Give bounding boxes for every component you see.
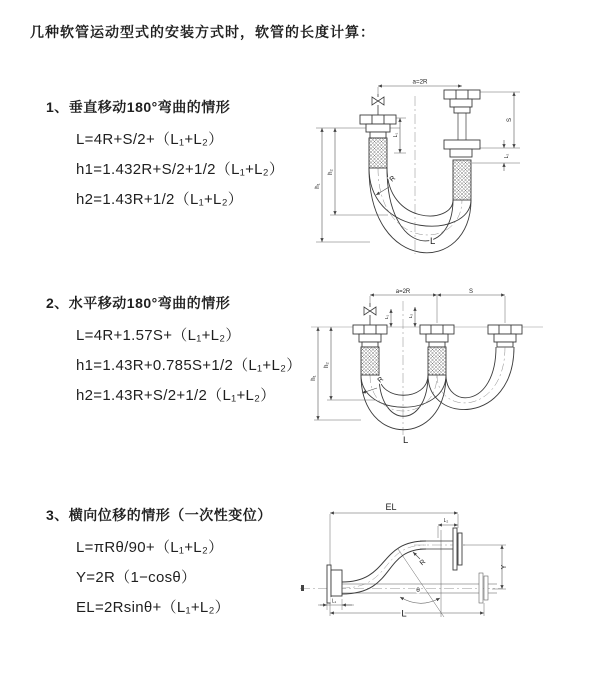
- d1-right-upper-fitting: [444, 90, 480, 140]
- d2-label-h2: h₂: [324, 362, 330, 368]
- d2-label-l1: L₁: [385, 314, 390, 320]
- formula-line: L=4R+1.57S+（L₁+L₂）: [76, 327, 241, 344]
- d1-label-s: S: [506, 117, 513, 123]
- d1-label-l1: L₁: [393, 132, 399, 138]
- d3-label-length: L: [401, 608, 407, 620]
- d1-label-span: a=2R: [412, 78, 428, 86]
- d3-label-el: EL: [385, 502, 397, 512]
- d1-left-fitting: [360, 115, 396, 168]
- section-3: [46, 505, 272, 623]
- d2-label-s: S: [468, 288, 474, 295]
- page-title: 几种软管运动型式的安装方式时，软管的长度计算：: [30, 24, 375, 40]
- d1-right-lower-fitting: [444, 140, 480, 200]
- section-2-heading: 2、水平移动180°弯曲的情形: [46, 295, 231, 311]
- d3-label-l2: L₂: [443, 518, 449, 524]
- d1-label-h1: h₁: [314, 183, 321, 189]
- d2-label-radius: R: [376, 375, 386, 385]
- d1-dimension-labels: [314, 79, 513, 189]
- d1-label-length: L: [430, 236, 436, 247]
- formula-line: h1=1.43R+0.785S+1/2（L₁+L₂）: [76, 357, 302, 374]
- d1-label-radius: R: [388, 174, 398, 184]
- valve-icon: [372, 94, 384, 115]
- d3-radius-arrow: [413, 552, 420, 559]
- d3-label-radius: R: [418, 558, 428, 568]
- d3-label-y: Y: [501, 564, 508, 570]
- d3-construction: [398, 530, 444, 617]
- formula-line: h1=1.432R+S/2+1/2（L₁+L₂）: [76, 161, 285, 178]
- d1-label-l2: L₂: [504, 153, 510, 159]
- formula-line: L=4R+S/2+（L₁+L₂）: [76, 131, 224, 148]
- formula-line: h2=1.43R+S/2+1/2（L₁+L₂）: [76, 387, 276, 404]
- section-3-formulas: [76, 533, 272, 623]
- diagram-vertical-180-bend: [308, 68, 548, 260]
- d3-dimension-lines: [318, 513, 506, 616]
- diagram-horizontal-180-bend: [303, 283, 553, 455]
- d1-label-h2: h₂: [327, 169, 334, 175]
- section-2: [46, 293, 302, 411]
- d3-label-theta: θ: [416, 587, 420, 594]
- formula-line: h2=1.43R+1/2（L₁+L₂）: [76, 191, 244, 208]
- section-1: [46, 97, 284, 215]
- d2-label-l2: L₂: [409, 313, 414, 319]
- section-2-formulas: [76, 321, 302, 411]
- formula-line: EL=2Rsinθ+（L₁+L₂）: [76, 599, 230, 616]
- d1-annotations: [376, 175, 435, 247]
- d3-hose-curve: [342, 541, 426, 594]
- valve-icon: [364, 303, 376, 325]
- d2-label-length: L: [403, 435, 409, 446]
- formula-line: L=πRθ/90+（L₁+L₂）: [76, 539, 224, 556]
- formula-line: Y=2R（1−cosθ）: [76, 569, 197, 586]
- d3-label-l1: L₁: [331, 598, 337, 605]
- d3-left-fitting: [301, 565, 342, 603]
- diagram-lateral-displacement: [296, 498, 600, 654]
- section-3-heading: 3、横向位移的情形（一次性变位）: [46, 507, 272, 523]
- d1-dimension-lines: [316, 86, 520, 242]
- section-1-formulas: [76, 125, 284, 215]
- section-1-heading: 1、垂直移动180°弯曲的情形: [46, 99, 231, 115]
- d2-label-span: a=2R: [395, 288, 411, 295]
- d2-dimension-labels: [311, 289, 473, 381]
- d2-middle-fitting: [420, 325, 454, 375]
- d2-label-h1: h₁: [311, 375, 317, 381]
- d2-left-fitting: [353, 325, 387, 375]
- d2-right-fitting: [488, 325, 522, 347]
